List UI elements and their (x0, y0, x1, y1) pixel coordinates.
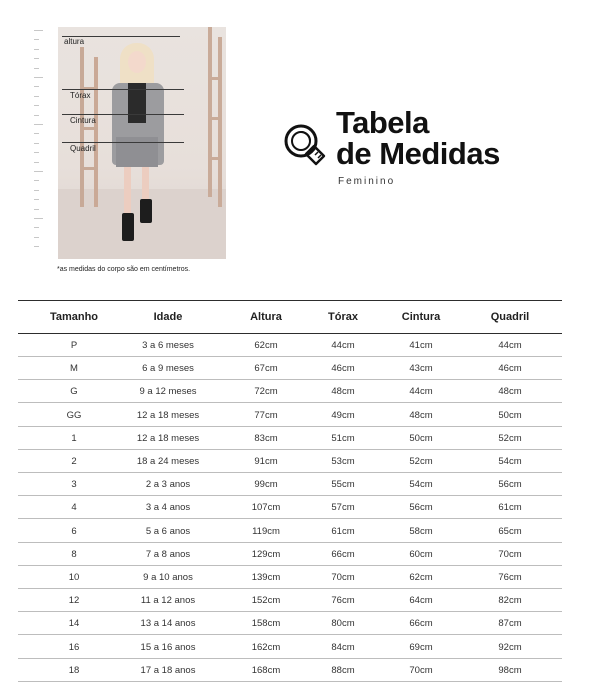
cintura-label: Cintura (70, 116, 96, 125)
ruler-tick (34, 190, 39, 191)
ruler-scale (34, 30, 44, 250)
torax-label: Tórax (70, 91, 91, 100)
cell-idade: 9 a 10 anos (143, 572, 193, 583)
cell-altura: 107cm (251, 502, 281, 514)
cell-torax: 49cm (331, 409, 355, 421)
cell-quadril: 56cm (498, 479, 522, 491)
title-line-1: Tabela (336, 105, 429, 140)
cell-cintura: 44cm (409, 386, 433, 398)
cell-torax: 57cm (331, 502, 355, 514)
cell-cintura: 43cm (409, 363, 433, 375)
ruler-tick (34, 227, 39, 228)
cell-torax: 88cm (331, 664, 355, 676)
cell-altura: 91cm (254, 456, 278, 467)
cell-cintura: 54cm (409, 479, 433, 491)
cell-quadril: 61cm (498, 502, 522, 514)
cell-tamanho: 14 (68, 618, 80, 630)
ruler-tick (34, 152, 39, 153)
table-row (18, 357, 562, 380)
header-quadril: Quadril (490, 311, 530, 323)
ruler-tick (34, 115, 39, 116)
cell-idade: 3 a 4 anos (145, 502, 191, 514)
ruler-tick (34, 209, 39, 210)
table-row (18, 473, 562, 496)
cell-tamanho: P (70, 340, 78, 351)
cell-idade: 9 a 12 meses (139, 386, 197, 398)
cell-tamanho: 10 (68, 572, 80, 583)
header-tamanho: Tamanho (49, 311, 99, 323)
cell-idade: 12 a 18 meses (136, 409, 200, 421)
cell-quadril: 52cm (498, 432, 522, 444)
ruler-tick (34, 237, 39, 238)
table-row (18, 520, 562, 543)
cell-altura: 152cm (251, 595, 281, 607)
torax-line (62, 89, 184, 90)
altura-label: altura (64, 37, 85, 46)
cell-quadril: 76cm (498, 572, 522, 583)
cell-cintura: 58cm (409, 525, 433, 537)
cell-quadril: 50cm (498, 409, 522, 421)
cell-idade: 3 a 6 meses (142, 340, 194, 351)
cell-cintura: 70cm (409, 664, 433, 676)
cell-altura: 162cm (251, 641, 281, 653)
cell-tamanho: 12 (68, 595, 80, 607)
cell-cintura: 56cm (409, 502, 433, 514)
cell-tamanho: GG (66, 409, 82, 421)
title-line-2: de Medidas (336, 136, 500, 171)
ruler-tick (34, 124, 43, 125)
cell-quadril: 44cm (498, 340, 522, 351)
ruler-tick (34, 143, 39, 144)
ruler-tick (34, 162, 39, 163)
table-row (18, 589, 562, 612)
cell-cintura: 52cm (409, 456, 433, 467)
cell-quadril: 65cm (498, 525, 522, 537)
table-row (18, 496, 562, 519)
ruler-tick (34, 171, 43, 172)
cell-torax: 70cm (331, 572, 355, 583)
cell-tamanho: 8 (71, 548, 77, 560)
cell-torax: 48cm (331, 386, 355, 398)
cell-tamanho: 4 (71, 502, 77, 514)
header-cintura: Cintura (401, 311, 441, 323)
cell-tamanho: 6 (71, 525, 77, 537)
cell-torax: 80cm (331, 618, 355, 630)
ruler-tick (34, 246, 39, 247)
cell-altura: 99cm (254, 479, 278, 491)
cell-torax: 66cm (331, 548, 355, 560)
cell-cintura: 66cm (409, 618, 433, 630)
cell-altura: 67cm (254, 363, 278, 375)
ruler-tick (34, 58, 39, 59)
ruler-tick (34, 133, 39, 134)
table-row (18, 427, 562, 450)
cell-idade: 18 a 24 meses (136, 456, 200, 467)
cell-torax: 76cm (331, 595, 355, 607)
quadril-line (62, 142, 184, 143)
cell-altura: 129cm (251, 548, 281, 560)
ruler-tick (34, 68, 39, 69)
ruler-tick (34, 105, 39, 106)
ruler-tick (34, 218, 43, 219)
page-subtitle: Feminino (338, 176, 396, 187)
row-divider (18, 681, 562, 682)
cell-altura: 77cm (254, 409, 278, 421)
cell-torax: 61cm (331, 525, 355, 537)
cell-torax: 46cm (331, 363, 355, 375)
cell-altura: 119cm (252, 525, 280, 537)
cell-cintura: 62cm (409, 572, 433, 583)
cell-tamanho: M (70, 363, 78, 375)
cell-altura: 168cm (251, 664, 281, 676)
page-title (336, 107, 500, 169)
table-row (18, 450, 562, 473)
cell-tamanho: G (70, 386, 78, 398)
cell-quadril: 82cm (498, 595, 522, 607)
ruler-tick (34, 49, 39, 50)
cell-cintura: 41cm (409, 340, 433, 351)
table-row (18, 636, 562, 659)
cell-idade: 5 a 6 anos (145, 525, 191, 537)
cell-idade: 12 a 18 meses (136, 432, 200, 444)
table-row (18, 612, 562, 635)
cell-idade: 6 a 9 meses (142, 363, 194, 375)
cell-torax: 84cm (331, 641, 355, 653)
ruler-tick (34, 180, 39, 181)
cell-altura: 83cm (254, 432, 278, 444)
cell-cintura: 64cm (409, 595, 433, 607)
table-row (18, 659, 562, 682)
cell-quadril: 54cm (498, 456, 522, 467)
table-top-rule (18, 300, 562, 301)
measuring-tape-icon (280, 120, 326, 166)
header-torax: Tórax (328, 311, 358, 323)
ruler-tick (34, 30, 43, 31)
cell-tamanho: 18 (68, 664, 80, 676)
cell-tamanho: 16 (68, 641, 80, 653)
model-photo (58, 27, 226, 259)
table-row (18, 380, 562, 403)
cell-idade: 2 a 3 anos (145, 479, 191, 491)
cintura-line (62, 114, 184, 115)
cell-idade: 15 a 16 anos (140, 641, 196, 653)
cell-tamanho: 3 (71, 479, 77, 491)
cell-cintura: 60cm (409, 548, 433, 560)
cell-cintura: 69cm (409, 641, 433, 653)
cell-quadril: 48cm (498, 386, 522, 398)
measurement-note: *as medidas do corpo são em centímetros. (57, 266, 191, 273)
cell-torax: 51cm (331, 432, 355, 444)
cell-quadril: 87cm (498, 618, 522, 630)
cell-tamanho: 2 (71, 456, 77, 467)
cell-altura: 62cm (254, 340, 278, 351)
cell-torax: 44cm (331, 340, 355, 351)
quadril-label: Quadril (70, 144, 96, 153)
ruler-tick (34, 86, 39, 87)
cell-idade: 11 a 12 anos (140, 595, 196, 607)
cell-quadril: 98cm (498, 664, 522, 676)
table-row (18, 404, 562, 427)
cell-cintura: 50cm (409, 432, 433, 444)
ruler-tick (34, 199, 39, 200)
table-row (18, 334, 562, 357)
cell-tamanho: 1 (71, 432, 77, 444)
cell-altura: 72cm (254, 386, 278, 398)
cell-torax: 53cm (331, 456, 355, 467)
cell-idade: 7 a 8 anos (145, 548, 191, 560)
header-altura: Altura (250, 311, 282, 323)
table-row (18, 543, 562, 566)
table-row (18, 566, 562, 589)
cell-altura: 158cm (251, 618, 281, 630)
ruler-tick (34, 39, 39, 40)
cell-quadril: 70cm (498, 548, 522, 560)
header-idade: Idade (153, 311, 183, 323)
cell-torax: 55cm (331, 479, 355, 491)
cell-quadril: 92cm (498, 641, 522, 653)
cell-idade: 17 a 18 anos (140, 664, 196, 676)
ruler-tick (34, 96, 39, 97)
cell-quadril: 46cm (498, 363, 522, 375)
cell-altura: 139cm (251, 572, 281, 583)
ruler-tick (34, 77, 43, 78)
cell-cintura: 48cm (409, 409, 433, 421)
cell-idade: 13 a 14 anos (140, 618, 196, 630)
